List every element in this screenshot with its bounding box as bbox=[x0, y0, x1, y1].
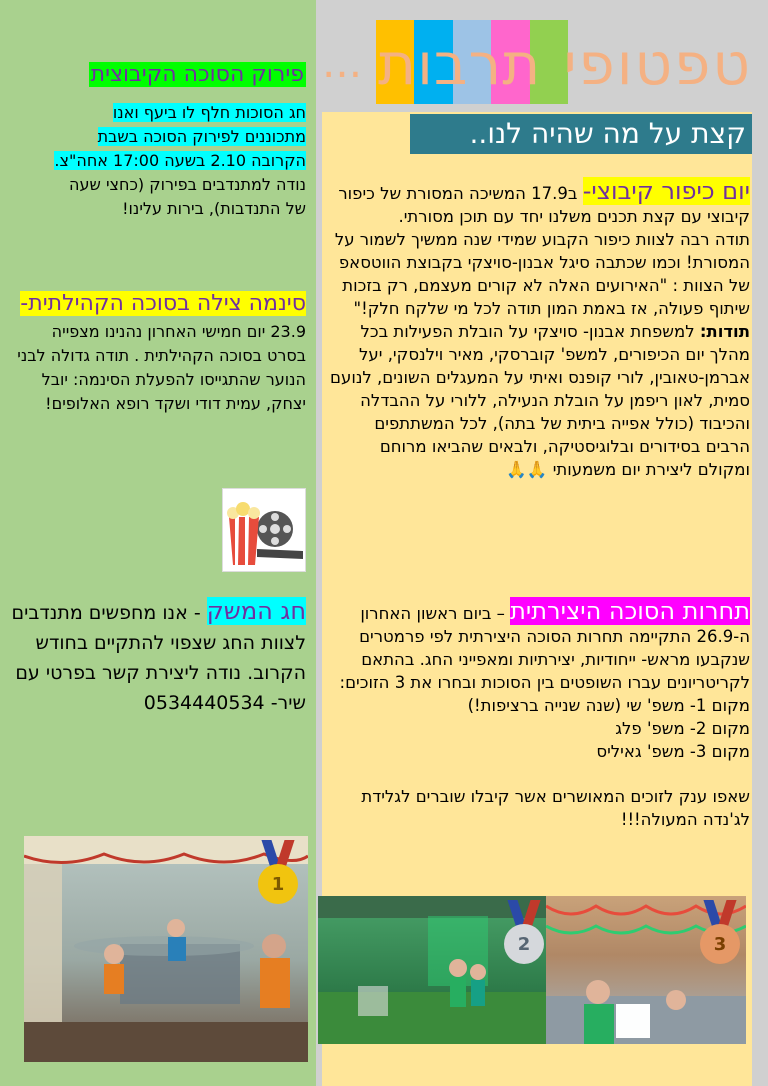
yom-kippur-title: יום כיפור קיבוצי- bbox=[582, 177, 750, 205]
thanks-text: למשפחת אבנון- סויצקי על הובלת הפעילות בכל מהלך יום הכיפורים, למשפ' קוברסקי, מאיר וילנסקי, יעל אברמן-טאובין, לורי קופנס ואיתי על המעגלים השונים, לנועם סמית, לאון ריפמן על הובלת הנעילה, ללורי על ההבדלה והכיבוד (כולל אפייה ביתית של בתה), לכל המשתתפים הרבים בסידורים ובלוגיסטיקה, ולבאים שהביאו מרוחם ומקולם ליצירת יום משמעותי 🙏🙏 bbox=[330, 322, 750, 479]
popcorn-film-image bbox=[222, 488, 306, 572]
dismantle-line: הקרובה 2.10 בשעה 17:00 אחה"צ. bbox=[54, 151, 306, 170]
section-subheading: קצת על מה שהיה לנו.. bbox=[410, 114, 752, 154]
winner-place: מקום 1- משפ' שי (שנה שנייה ברציפות!) bbox=[467, 696, 750, 715]
sukkah-photo-first-place bbox=[24, 836, 308, 1062]
cinema-section bbox=[10, 288, 306, 416]
winner-place: מקום 3- משפ' גאיליס bbox=[596, 742, 750, 761]
cinema-text: 23.9 יום חמישי האחרון נהנינו מצפייה בסרט בסוכה הקהילתית . תודה גדולה לבני הנוער שהתגייסו להפעלת הסינמה: יובל יצחק, עמית דודי ושקד רופא האלופים! bbox=[17, 322, 306, 413]
cinema-title: סינמה צילה בסוכה הקהילתית- bbox=[20, 291, 306, 316]
dismantle-section bbox=[44, 62, 306, 221]
sukkah-photo-second-place bbox=[318, 896, 546, 1044]
yom-kippur-lead: ב17.9 המשיכה המסורת של כיפור קיבוצי עם קצת תכנים משלנו יחד עם תוכן מסורתי. bbox=[338, 184, 750, 226]
masthead-title-word2: תרבות bbox=[378, 30, 542, 98]
yom-kippur-paragraph: תודה רבה לצוות כיפור הקבוע שמידי שנה ממשיך לשמור על המסורת! וכמו שכתבה סיגל אבנון-סויצקי בקבוצת הווטסאפ של הצוות : "האירועים האלה לא קורים מעצמם, רק בזכות שיתוף פעולה, אז באמת המון תודה לכל מי שלקח חלק!" bbox=[334, 230, 750, 318]
yom-kippur-thanks bbox=[326, 320, 750, 481]
masthead-title-word1: טפטופי bbox=[563, 30, 752, 98]
winners-list bbox=[326, 694, 750, 763]
farm-festival-section bbox=[10, 596, 306, 718]
sukkah-photo-third-place bbox=[546, 896, 746, 1044]
dismantle-title: פירוק הסוכה הקיבוצית bbox=[90, 62, 304, 87]
dismantle-line: מתכוננים לפירוק הסוכה בשבת bbox=[97, 127, 306, 146]
thanks-label: תודות: bbox=[699, 322, 750, 341]
dismantle-line: נודה למתנדבים בפירוק (כחצי שעה של התנדבות), בירות עלינו! bbox=[69, 175, 306, 218]
masthead-dots: ... bbox=[322, 38, 363, 87]
bronze-medal-icon: 3 bbox=[698, 900, 742, 966]
dismantle-line: חג הסוכות חלף לו ביעף ואנו bbox=[112, 103, 306, 122]
sukkah-contest-section bbox=[326, 597, 750, 831]
congrats-text: שאפו ענק לזוכים המאושרים אשר קיבלו שוברים לגלידת לג'נדה המעולה!!! bbox=[361, 787, 750, 829]
farm-festival-title: חג המשק bbox=[206, 597, 306, 625]
winner-place: מקום 2- משפ' פלג bbox=[615, 719, 750, 738]
silver-medal-icon: 2 bbox=[502, 900, 546, 966]
farm-festival-text: - אנו מחפשים מתנדבים לצוות החג שצפוי להתקיים בחודש הקרוב. נודה ליצירת קשר בפרטי עם שיר- 0534440534 bbox=[11, 602, 306, 714]
yom-kippur-section bbox=[326, 177, 750, 481]
sukkah-contest-lead: – ביום ראשון האחרון ה-26.9 התקיימה תחרות הסוכה היצירתית לפי פרמטרים שנקבעו מראש- ייחודיות, יצירתיות ומאפייני החג. בהתאם לקריטריונים עברו השופטים בין הסוכות ובחרו את 3 הזוכים: bbox=[339, 604, 750, 692]
masthead bbox=[320, 18, 760, 106]
gold-medal-icon: 1 bbox=[256, 840, 300, 906]
sukkah-contest-title: תחרות הסוכה היצירתית bbox=[510, 597, 750, 625]
